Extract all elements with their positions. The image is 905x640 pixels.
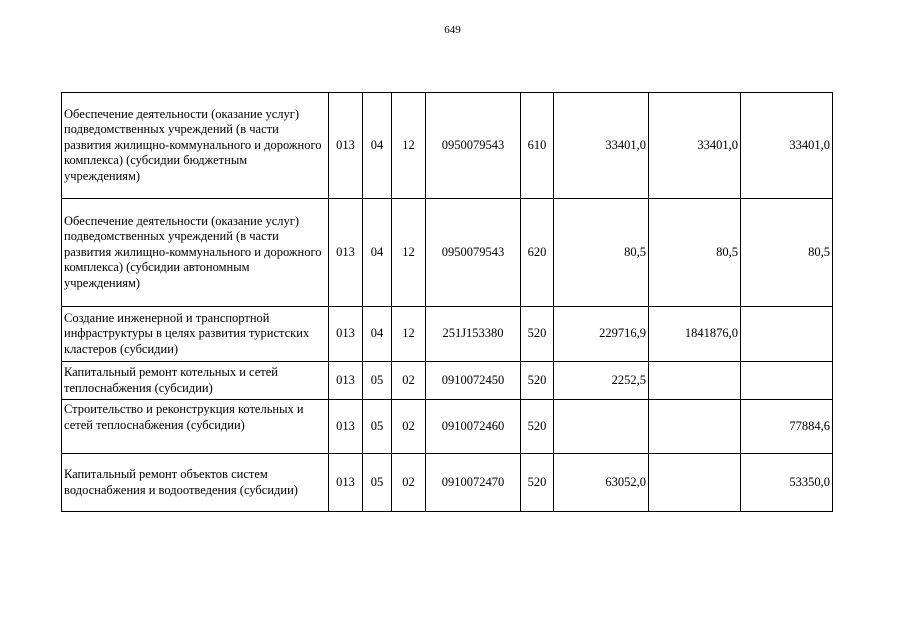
subsection-code: 12	[392, 199, 426, 307]
expense-type-code: 520	[521, 307, 554, 362]
amount-2	[649, 400, 741, 454]
amount-1: 63052,0	[554, 454, 649, 512]
subsection-code: 02	[392, 454, 426, 512]
amount-2: 1841876,0	[649, 307, 741, 362]
target-article-code: 251J153380	[426, 307, 521, 362]
expense-type-code: 610	[521, 93, 554, 199]
amount-1: 2252,5	[554, 362, 649, 400]
amount-3: 33401,0	[741, 93, 833, 199]
expense-type-code: 520	[521, 454, 554, 512]
row-name: Капитальный ремонт объектов систем водоснабжения и водоотведения (субсидии)	[62, 454, 329, 512]
row-name: Обеспечение деятельности (оказание услуг) подведомственных учреждений (в части развития жилищно-коммунального и дорожного комплекса) (субсидии бюджетным учреждениям)	[62, 93, 329, 199]
ministry-code: 013	[329, 199, 363, 307]
ministry-code: 013	[329, 400, 363, 454]
row-name: Создание инженерной и транспортной инфраструктуры в целях развития туристских кластеров (субсидии)	[62, 307, 329, 362]
amount-3	[741, 362, 833, 400]
amount-3: 53350,0	[741, 454, 833, 512]
subsection-code: 02	[392, 362, 426, 400]
row-name: Строительство и реконструкция котельных и сетей теплоснабжения (субсидии)	[62, 400, 329, 454]
page-number: 649	[444, 24, 461, 36]
amount-3: 80,5	[741, 199, 833, 307]
section-code: 04	[363, 93, 392, 199]
target-article-code: 0950079543	[426, 199, 521, 307]
amount-1	[554, 400, 649, 454]
amount-2: 80,5	[649, 199, 741, 307]
section-code: 05	[363, 400, 392, 454]
row-name: Капитальный ремонт котельных и сетей теплоснабжения (субсидии)	[62, 362, 329, 400]
budget-table	[61, 92, 833, 512]
target-article-code: 0910072460	[426, 400, 521, 454]
ministry-code: 013	[329, 362, 363, 400]
target-article-code: 0950079543	[426, 93, 521, 199]
target-article-code: 0910072470	[426, 454, 521, 512]
section-code: 04	[363, 307, 392, 362]
expense-type-code: 520	[521, 362, 554, 400]
table-row	[62, 307, 833, 362]
expense-type-code: 620	[521, 199, 554, 307]
table-row	[62, 199, 833, 307]
section-code: 05	[363, 362, 392, 400]
amount-1: 80,5	[554, 199, 649, 307]
target-article-code: 0910072450	[426, 362, 521, 400]
table-row	[62, 400, 833, 454]
amount-2	[649, 362, 741, 400]
subsection-code: 02	[392, 400, 426, 454]
amount-1: 229716,9	[554, 307, 649, 362]
ministry-code: 013	[329, 307, 363, 362]
subsection-code: 12	[392, 93, 426, 199]
section-code: 04	[363, 199, 392, 307]
table-row	[62, 454, 833, 512]
amount-2	[649, 454, 741, 512]
expense-type-code: 520	[521, 400, 554, 454]
table-row	[62, 362, 833, 400]
row-name: Обеспечение деятельности (оказание услуг) подведомственных учреждений (в части развития жилищно-коммунального и дорожного комплекса) (субсидии автономным учреждениям)	[62, 199, 329, 307]
ministry-code: 013	[329, 454, 363, 512]
ministry-code: 013	[329, 93, 363, 199]
amount-1: 33401,0	[554, 93, 649, 199]
subsection-code: 12	[392, 307, 426, 362]
amount-3: 77884,6	[741, 400, 833, 454]
amount-3	[741, 307, 833, 362]
table-row	[62, 93, 833, 199]
amount-2: 33401,0	[649, 93, 741, 199]
section-code: 05	[363, 454, 392, 512]
